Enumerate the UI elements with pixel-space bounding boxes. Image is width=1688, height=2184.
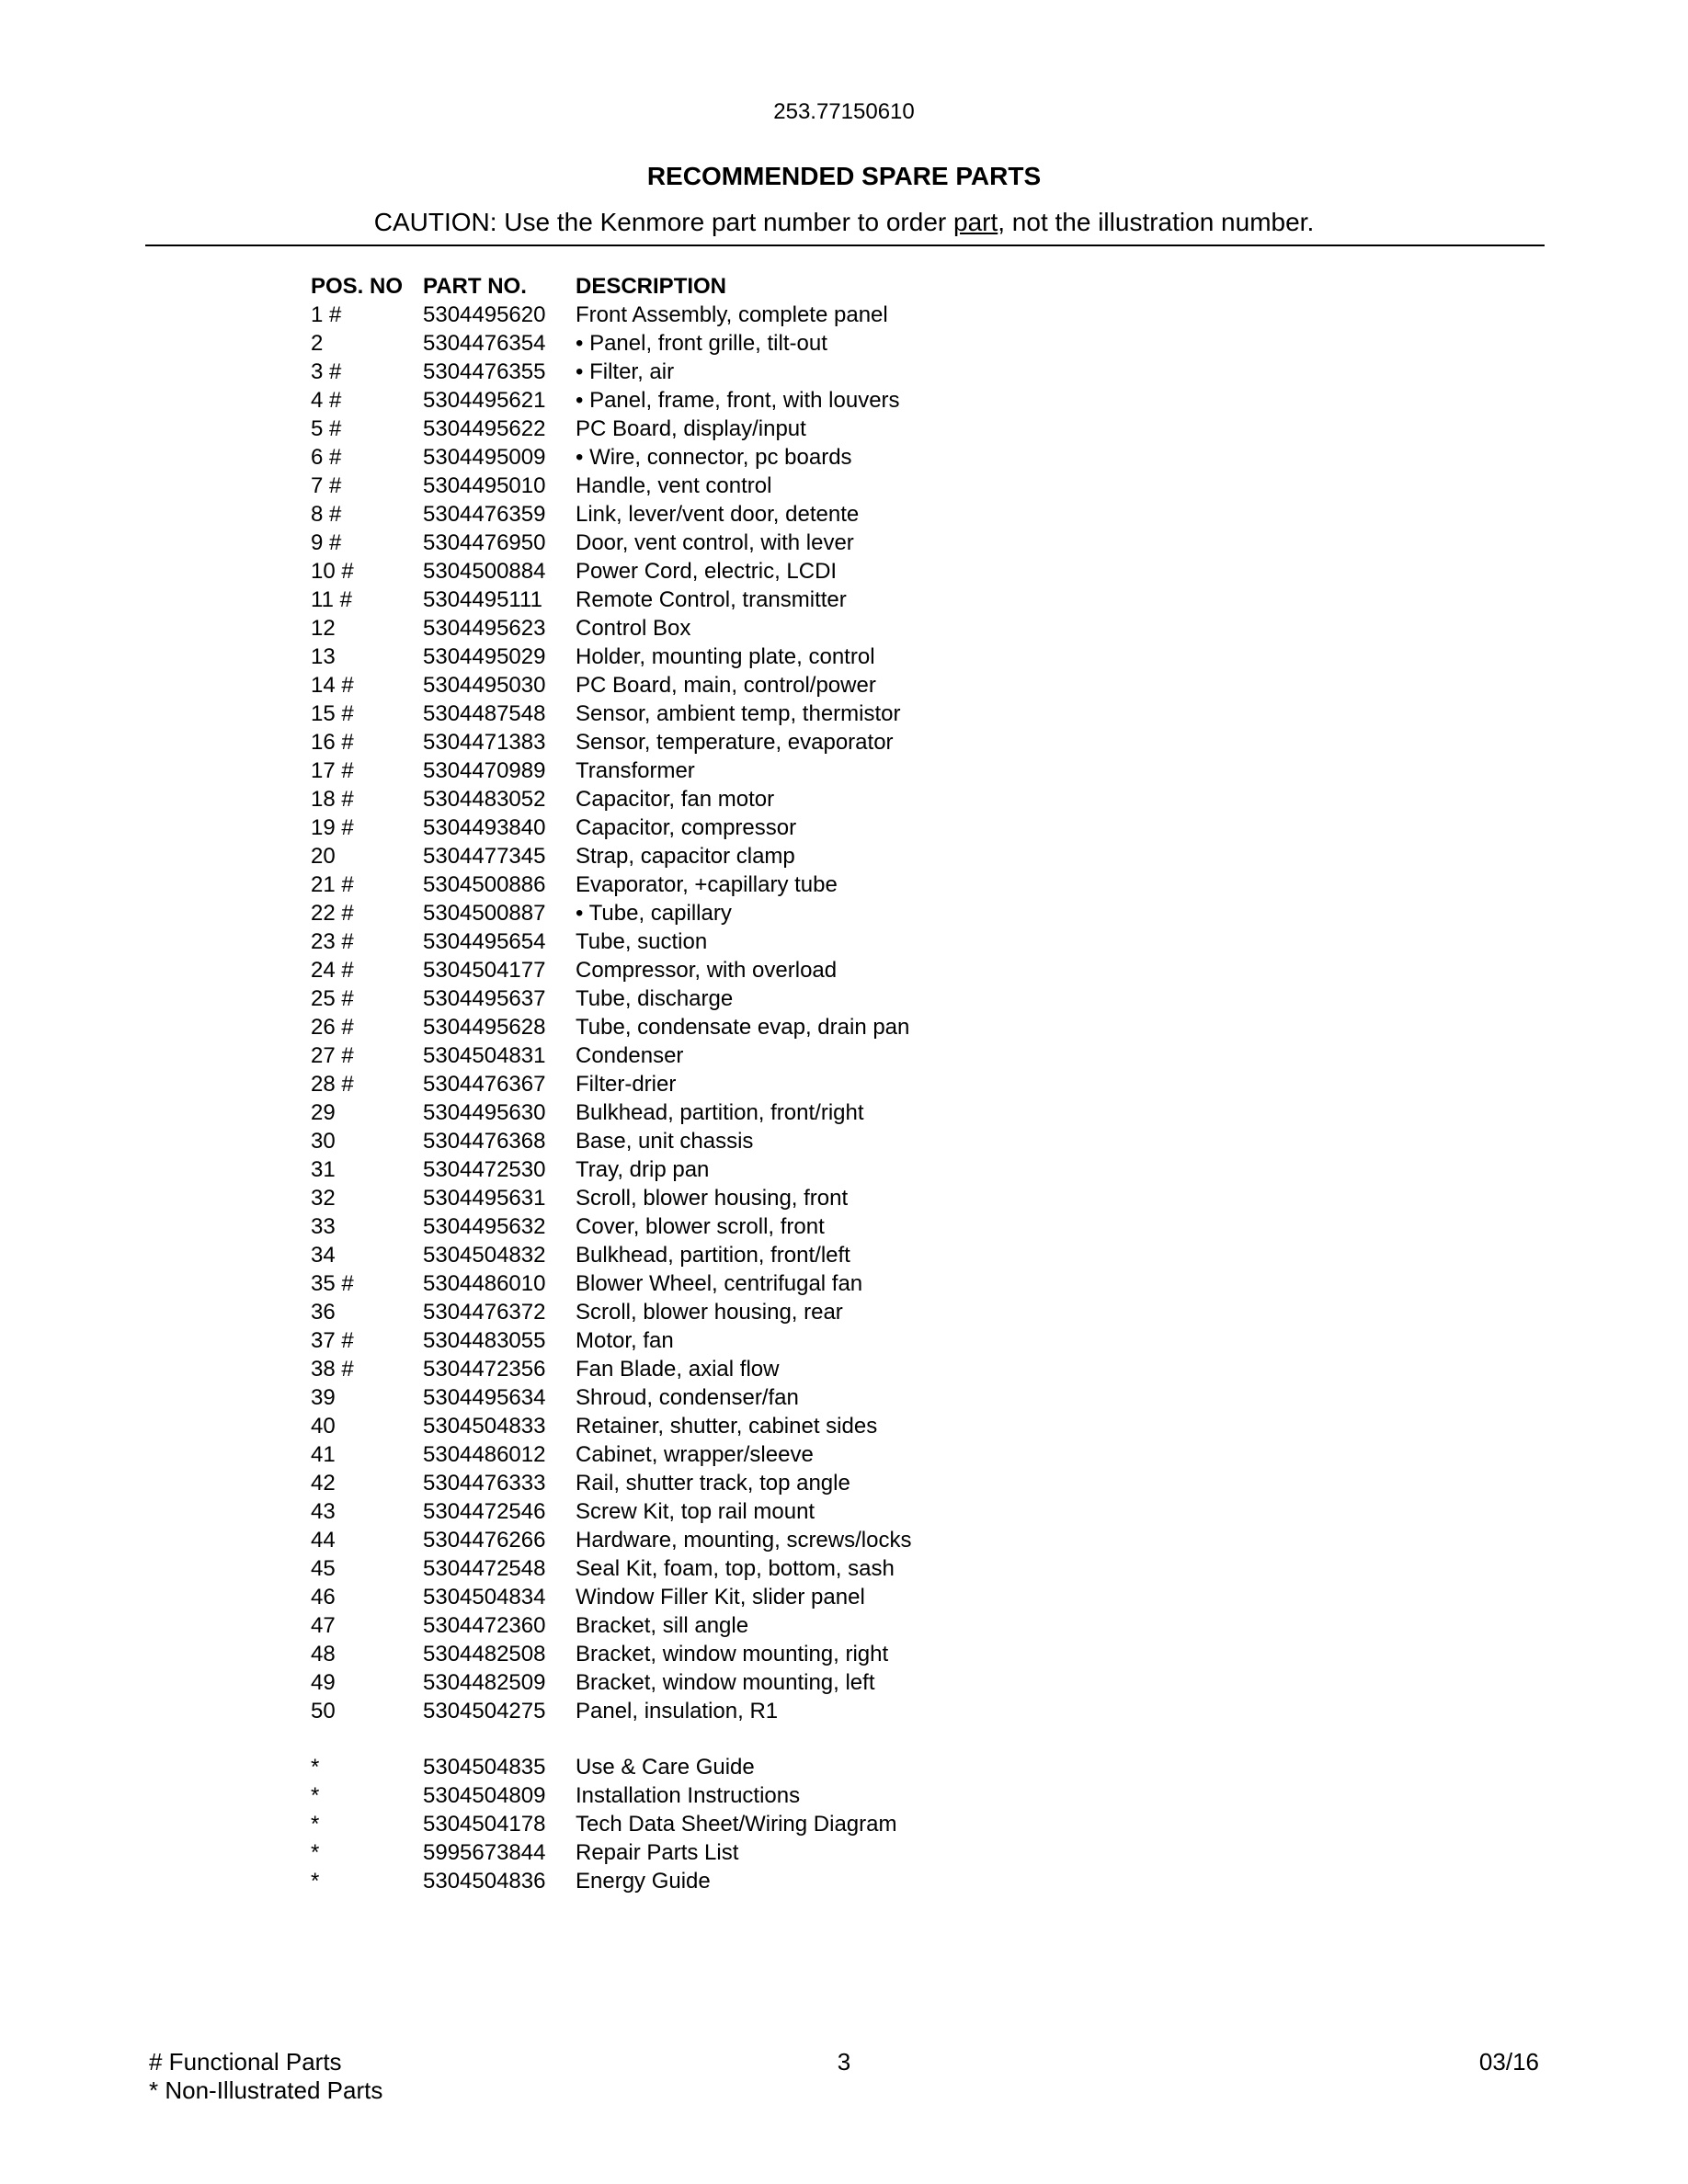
table-row [311, 1412, 1035, 1440]
pos-cell: 43 [311, 1499, 336, 1524]
part-number-cell: 5304495009 [423, 445, 546, 470]
table-row [311, 1241, 1035, 1269]
description-cell: Energy Guide [576, 1869, 711, 1894]
table-row [311, 870, 1035, 899]
description-cell: Front Assembly, complete panel [576, 302, 888, 327]
pos-cell: 13 [311, 644, 336, 669]
description-cell: Base, unit chassis [576, 1129, 754, 1154]
pos-cell: 45 [311, 1556, 336, 1581]
description-cell: Use & Care Guide [576, 1755, 755, 1780]
part-number-cell: 5304493840 [423, 815, 546, 840]
description-cell: Repair Parts List [576, 1840, 739, 1865]
part-number-cell: 5304504833 [423, 1414, 546, 1439]
part-number-cell: 5304495630 [423, 1100, 546, 1125]
part-number-cell: 5304472530 [423, 1157, 546, 1182]
column-header-part: PART NO. [423, 274, 527, 299]
pos-cell: 47 [311, 1613, 336, 1638]
part-number-cell: 5304476354 [423, 331, 546, 356]
description-cell: • Panel, front grille, tilt-out [576, 331, 827, 356]
pos-cell: 10 # [311, 559, 354, 584]
description-cell: Transformer [576, 758, 695, 783]
description-cell: Filter-drier [576, 1072, 677, 1097]
legend-functional: # Functional Parts [149, 2048, 342, 2076]
description-cell: Tube, suction [576, 929, 708, 954]
table-row [311, 1668, 1035, 1697]
part-number-cell: 5304504178 [423, 1812, 546, 1837]
table-row [311, 1611, 1035, 1640]
part-number-cell: 5995673844 [423, 1840, 546, 1865]
pos-cell: 41 [311, 1442, 336, 1467]
table-row [311, 1212, 1035, 1241]
caution-suffix: , not the illustration number. [998, 208, 1315, 236]
page-number: 3 [837, 2048, 851, 2076]
pos-cell: 35 # [311, 1271, 354, 1296]
pos-cell: 1 # [311, 302, 342, 327]
part-number-cell: 5304504177 [423, 958, 546, 983]
part-number-cell: 5304477345 [423, 844, 546, 869]
pos-cell: 46 [311, 1585, 336, 1610]
description-cell: Window Filler Kit, slider panel [576, 1585, 865, 1610]
description-cell: Tube, condensate evap, drain pan [576, 1015, 910, 1040]
pos-cell: 20 [311, 844, 336, 869]
part-number-cell: 5304495628 [423, 1015, 546, 1040]
pos-cell: 3 # [311, 359, 342, 384]
pos-cell: 50 [311, 1699, 336, 1723]
pos-cell: 38 # [311, 1357, 354, 1382]
part-number-cell: 5304476950 [423, 530, 546, 555]
table-row [311, 1383, 1035, 1412]
table-row [311, 956, 1035, 984]
table-row [311, 899, 1035, 927]
part-number-cell: 5304495622 [423, 416, 546, 441]
part-number-cell: 5304476266 [423, 1528, 546, 1553]
table-row [311, 1497, 1035, 1526]
pos-cell: 18 # [311, 787, 354, 812]
pos-cell: 2 [311, 331, 324, 356]
table-row [311, 1098, 1035, 1127]
description-cell: Blower Wheel, centrifugal fan [576, 1271, 863, 1296]
description-cell: Bulkhead, partition, front/left [576, 1243, 850, 1268]
page-title: RECOMMENDED SPARE PARTS [646, 162, 1042, 190]
description-cell: PC Board, display/input [576, 416, 806, 441]
description-cell: Fan Blade, axial flow [576, 1357, 780, 1382]
part-number-cell: 5304495634 [423, 1385, 546, 1410]
part-number-cell: 5304476359 [423, 502, 546, 527]
part-number-cell: 5304482509 [423, 1670, 546, 1695]
table-row [311, 1838, 1035, 1867]
description-cell: Rail, shutter track, top angle [576, 1471, 850, 1496]
description-cell: Tray, drip pan [576, 1157, 710, 1182]
table-row [311, 1269, 1035, 1298]
description-cell: Link, lever/vent door, detente [576, 502, 860, 527]
pos-cell: 17 # [311, 758, 354, 783]
description-cell: Motor, fan [576, 1328, 674, 1353]
parts-table [311, 272, 1035, 1895]
pos-cell: 33 [311, 1214, 336, 1239]
pos-cell: 25 # [311, 986, 354, 1011]
pos-cell: 11 # [311, 587, 352, 612]
part-number-cell: 5304476333 [423, 1471, 546, 1496]
pos-cell: 8 # [311, 502, 342, 527]
table-row [311, 1326, 1035, 1355]
part-number-cell: 5304504809 [423, 1783, 546, 1808]
part-number-cell: 5304504832 [423, 1243, 546, 1268]
table-row [311, 1184, 1035, 1212]
description-cell: Scroll, blower housing, rear [576, 1300, 843, 1325]
table-row [311, 671, 1035, 700]
part-number-cell: 5304500887 [423, 901, 546, 926]
table-row [311, 586, 1035, 614]
pos-cell: 48 [311, 1642, 336, 1666]
part-number-cell: 5304504835 [423, 1755, 546, 1780]
part-number-cell: 5304472356 [423, 1357, 546, 1382]
part-number-cell: 5304483052 [423, 787, 546, 812]
pos-cell: * [311, 1755, 320, 1780]
part-number-cell: 5304476368 [423, 1129, 546, 1154]
table-row [311, 1127, 1035, 1155]
column-header-description: DESCRIPTION [576, 274, 727, 299]
pos-cell: 15 # [311, 701, 354, 726]
non-illustrated-rows [311, 1753, 1035, 1895]
description-cell: PC Board, main, control/power [576, 673, 876, 698]
part-number-cell: 5304472546 [423, 1499, 546, 1524]
pos-cell: 16 # [311, 730, 354, 755]
table-row [311, 386, 1035, 415]
part-number-cell: 5304504836 [423, 1869, 546, 1894]
part-number-cell: 5304500886 [423, 872, 546, 897]
description-cell: Handle, vent control [576, 473, 772, 498]
caution-note [0, 208, 1688, 237]
part-number-cell: 5304476372 [423, 1300, 546, 1325]
table-row [311, 557, 1035, 586]
description-cell: Hardware, mounting, screws/locks [576, 1528, 912, 1553]
pos-cell: * [311, 1869, 320, 1894]
caution-underlined-word: part [953, 208, 998, 236]
pos-cell: 26 # [311, 1015, 354, 1040]
part-number-cell: 5304476355 [423, 359, 546, 384]
pos-cell: 37 # [311, 1328, 354, 1353]
column-header-pos: POS. NO [311, 274, 404, 299]
description-cell: Capacitor, fan motor [576, 787, 775, 812]
pos-cell: 14 # [311, 673, 354, 698]
description-cell: Tech Data Sheet/Wiring Diagram [576, 1812, 897, 1837]
description-cell: Tube, discharge [576, 986, 734, 1011]
pos-cell: 4 # [311, 388, 342, 413]
part-number-cell: 5304504834 [423, 1585, 546, 1610]
description-cell: Bracket, window mounting, left [576, 1670, 875, 1695]
part-number-cell: 5304495654 [423, 929, 546, 954]
pos-cell: 21 # [311, 872, 354, 897]
table-row [311, 813, 1035, 842]
table-row [311, 1440, 1035, 1469]
table-row [311, 842, 1035, 870]
description-cell: Panel, insulation, R1 [576, 1699, 779, 1723]
parts-rows [311, 301, 1035, 1725]
pos-cell: * [311, 1840, 320, 1865]
description-cell: Cabinet, wrapper/sleeve [576, 1442, 814, 1467]
part-number-cell: 5304495030 [423, 673, 546, 698]
pos-cell: 22 # [311, 901, 354, 926]
part-number-cell: 5304470989 [423, 758, 546, 783]
pos-cell: 31 [311, 1157, 336, 1182]
description-cell: Cover, blower scroll, front [576, 1214, 825, 1239]
pos-cell: 7 # [311, 473, 342, 498]
table-row [311, 700, 1035, 728]
pos-cell: 34 [311, 1243, 336, 1268]
description-cell: • Panel, frame, front, with louvers [576, 388, 900, 413]
table-row [311, 500, 1035, 529]
table-row [311, 614, 1035, 643]
table-row [311, 984, 1035, 1013]
description-cell: Retainer, shutter, cabinet sides [576, 1414, 878, 1439]
part-number-cell: 5304495111 [423, 587, 542, 612]
pos-cell: 42 [311, 1471, 336, 1496]
part-number-cell: 5304483055 [423, 1328, 546, 1353]
pos-cell: 28 # [311, 1072, 354, 1097]
table-row [311, 1640, 1035, 1668]
description-cell: • Filter, air [576, 359, 675, 384]
table-row [311, 728, 1035, 756]
table-row [311, 1070, 1035, 1098]
description-cell: Screw Kit, top rail mount [576, 1499, 815, 1524]
legend-non-illustrated: * Non-Illustrated Parts [149, 2076, 383, 2104]
description-cell: Bracket, window mounting, right [576, 1642, 889, 1666]
part-number-cell: 5304476367 [423, 1072, 546, 1097]
pos-cell: * [311, 1812, 320, 1837]
part-number-cell: 5304486012 [423, 1442, 546, 1467]
table-row [311, 1298, 1035, 1326]
description-cell: Sensor, temperature, evaporator [576, 730, 894, 755]
description-cell: Remote Control, transmitter [576, 587, 847, 612]
part-number-cell: 5304500884 [423, 559, 546, 584]
description-cell: Control Box [576, 616, 691, 641]
part-number-cell: 5304486010 [423, 1271, 546, 1296]
description-cell: Strap, capacitor clamp [576, 844, 795, 869]
description-cell: Sensor, ambient temp, thermistor [576, 701, 901, 726]
description-cell: Shroud, condenser/fan [576, 1385, 799, 1410]
part-number-cell: 5304472360 [423, 1613, 546, 1638]
part-number-cell: 5304482508 [423, 1642, 546, 1666]
table-row [311, 1697, 1035, 1725]
description-cell: • Tube, capillary [576, 901, 732, 926]
table-row [311, 1781, 1035, 1810]
part-number-cell: 5304495620 [423, 302, 546, 327]
description-cell: Bulkhead, partition, front/right [576, 1100, 864, 1125]
table-row [311, 1583, 1035, 1611]
part-number-cell: 5304495631 [423, 1186, 546, 1211]
pos-cell: 29 [311, 1100, 336, 1125]
table-row [311, 1753, 1035, 1781]
pos-cell: 39 [311, 1385, 336, 1410]
description-cell: Power Cord, electric, LCDI [576, 559, 838, 584]
table-row [311, 443, 1035, 472]
table-row [311, 1554, 1035, 1583]
caution-prefix: CAUTION: Use the Kenmore part number to order [373, 208, 953, 236]
header-divider [145, 245, 1545, 246]
part-number-cell: 5304495621 [423, 388, 546, 413]
description-cell: Scroll, blower housing, front [576, 1186, 849, 1211]
table-row [311, 358, 1035, 386]
part-number-cell: 5304495010 [423, 473, 546, 498]
pos-cell: 12 [311, 616, 336, 641]
table-row [311, 1355, 1035, 1383]
table-row [311, 785, 1035, 813]
part-number-cell: 5304495637 [423, 986, 546, 1011]
pos-cell: 27 # [311, 1043, 354, 1068]
table-row [311, 643, 1035, 671]
pos-cell: 32 [311, 1186, 336, 1211]
table-row [311, 329, 1035, 358]
description-cell: Installation Instructions [576, 1783, 801, 1808]
part-number-cell: 5304487548 [423, 701, 546, 726]
pos-cell: 23 # [311, 929, 354, 954]
part-number-cell: 5304504831 [423, 1043, 546, 1068]
table-row [311, 472, 1035, 500]
pos-cell: 44 [311, 1528, 336, 1553]
pos-cell: 5 # [311, 416, 342, 441]
table-row [311, 1469, 1035, 1497]
part-number-cell: 5304495029 [423, 644, 546, 669]
table-row [311, 1526, 1035, 1554]
table-row [311, 927, 1035, 956]
description-cell: Condenser [576, 1043, 684, 1068]
table-row [311, 1867, 1035, 1895]
table-row [311, 301, 1035, 329]
parts-table-header [311, 272, 1035, 301]
table-row [311, 1810, 1035, 1838]
pos-cell: 6 # [311, 445, 342, 470]
description-cell: Holder, mounting plate, control [576, 644, 875, 669]
pos-cell: 49 [311, 1670, 336, 1695]
pos-cell: 19 # [311, 815, 354, 840]
table-row [311, 756, 1035, 785]
description-cell: • Wire, connector, pc boards [576, 445, 852, 470]
pos-cell: * [311, 1783, 320, 1808]
pos-cell: 30 [311, 1129, 336, 1154]
part-number-cell: 5304495632 [423, 1214, 546, 1239]
footer-date: 03/16 [1478, 2048, 1539, 2076]
pos-cell: 40 [311, 1414, 336, 1439]
table-row [311, 1155, 1035, 1184]
description-cell: Evaporator, +capillary tube [576, 872, 838, 897]
model-number: 253.77150610 [773, 99, 915, 124]
pos-cell: 36 [311, 1300, 336, 1325]
description-cell: Bracket, sill angle [576, 1613, 749, 1638]
part-number-cell: 5304472548 [423, 1556, 546, 1581]
table-row [311, 1013, 1035, 1041]
table-row [311, 415, 1035, 443]
table-row [311, 529, 1035, 557]
part-number-cell: 5304495623 [423, 616, 546, 641]
table-row [311, 1041, 1035, 1070]
part-number-cell: 5304471383 [423, 730, 546, 755]
description-cell: Capacitor, compressor [576, 815, 797, 840]
pos-cell: 24 # [311, 958, 354, 983]
description-cell: Seal Kit, foam, top, bottom, sash [576, 1556, 895, 1581]
pos-cell: 9 # [311, 530, 342, 555]
part-number-cell: 5304504275 [423, 1699, 546, 1723]
description-cell: Door, vent control, with lever [576, 530, 854, 555]
description-cell: Compressor, with overload [576, 958, 838, 983]
